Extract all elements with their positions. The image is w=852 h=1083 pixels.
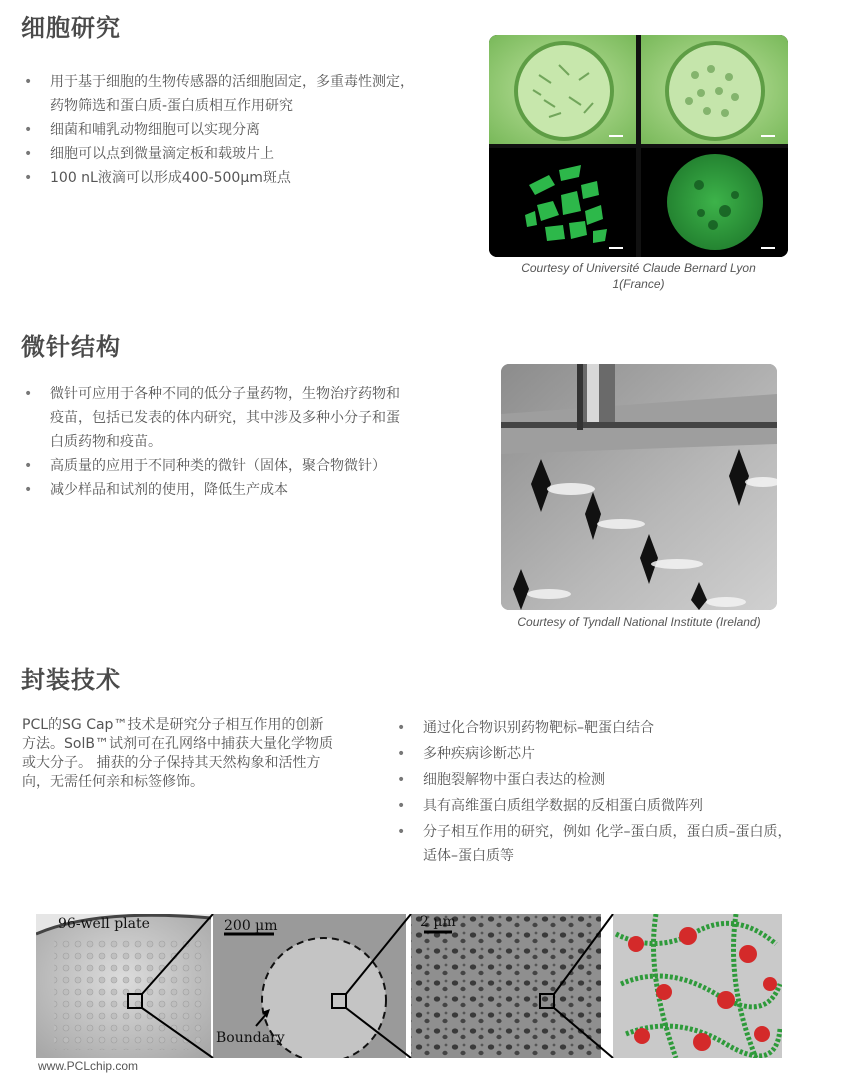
scale-2-label: 2 µm [420,914,456,930]
plate-label: 96-well plate [58,916,150,932]
microneedle-bullets [22,382,462,502]
microneedle-sem [501,364,777,610]
bullet-item: • 具有高维蛋白质组学数据的反相蛋白质微阵列 [395,794,835,818]
cell-image-caption: Courtesy of Université Claude Bernard Lyon 1(France) [521,261,756,291]
encapsulation-bullets [395,716,835,868]
bullet-item: • 细胞裂解物中蛋白表达的检测 [395,768,835,792]
bullet-item: • 细胞可以点到微量滴定板和载玻片上 [22,142,462,166]
encapsulation-image-strip [36,914,782,1058]
section-title-encapsulation: 封装技术 [21,666,121,694]
boundary-label: Boundary [216,1030,285,1046]
bullet-item: • 细菌和哺乳动物细胞可以实现分离 [22,118,462,142]
cell-microscopy-image [489,35,788,257]
bullet-item: • 多种疾病诊断芯片 [395,742,835,766]
microneedle-image [501,364,777,610]
cell-microscopy-grid [489,35,788,257]
bullet-item: • 高质量的应用于不同种类的微针（固体，聚合物微针） [22,454,462,478]
bullet-item: • 分子相互作用的研究，例如 化学–蛋白质，蛋白质–蛋白质， 适体–蛋白质等 [395,820,835,868]
footer-url: www.PCLchip.com [38,1059,139,1073]
bullet-item: • 微针可应用于各种不同的低分子量药物，生物治疗药物和 疫苗，包括已发表的体内研究，其中涉及多种小分子和蛋 白质药物和疫苗。 [22,382,462,454]
cell-research-bullets [22,70,462,190]
section-title-microneedle: 微针结构 [21,333,121,361]
encapsulation-paragraph: PCL的SG Cap™技术是研究分子相互作用的创新 方法。SolB™试剂可在孔网络中捕获大量化学物质 或大分子。 捕获的分子保持其天然构象和活性方 向，无需任何亲和标签修饰。 [22,717,333,790]
zoom-sequence-graphic [36,914,782,1058]
microneedle-image-caption: Courtesy of Tyndall National Institute (Ireland) [517,615,761,629]
bullet-item: • 减少样品和试剂的使用，降低生产成本 [22,478,462,502]
bullet-item: • 用于基于细胞的生物传感器的活细胞固定，多重毒性测定， 药物筛选和蛋白质-蛋白质相互作用研究 [22,70,462,118]
bullet-item: • 通过化合物识别药物靶标–靶蛋白结合 [395,716,835,740]
bullet-item: • 100 nL液滴可以形成400-500µm斑点 [22,166,462,190]
section-title-cell-research: 细胞研究 [21,14,121,42]
scale-200-label: 200 µm [224,918,278,934]
